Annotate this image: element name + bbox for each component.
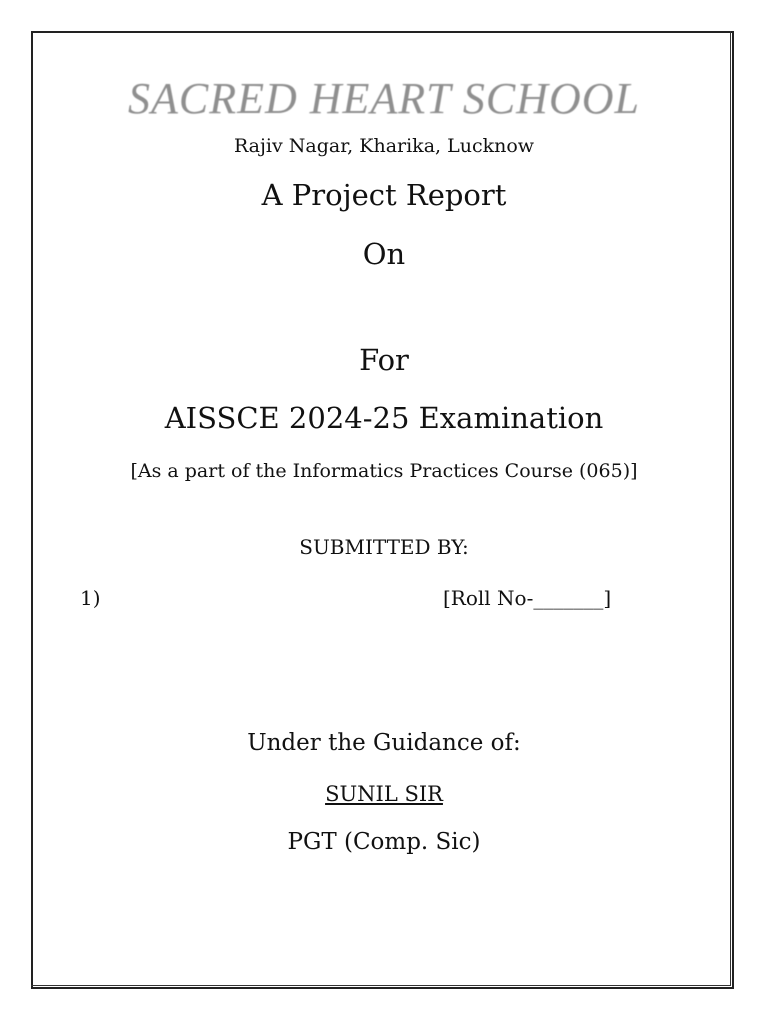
student-number: 1) — [80, 586, 101, 610]
school-name: SACRED HEART SCHOOL — [128, 74, 640, 123]
submitted-by-label: SUBMITTED BY: — [299, 535, 469, 559]
roll-number-field: [Roll No-_______] — [443, 586, 612, 610]
course-note: [As a part of the Informatics Practices Course (065)] — [130, 460, 638, 482]
report-on-label: On — [362, 237, 406, 271]
exam-title: AISSCE 2024-25 Examination — [164, 401, 604, 435]
report-for-label: For — [359, 343, 409, 377]
report-title: A Project Report — [261, 178, 507, 212]
school-address: Rajiv Nagar, Kharika, Lucknow — [233, 135, 535, 157]
guide-name: SUNIL SIR — [325, 782, 443, 806]
student-row — [0, 586, 768, 616]
guidance-label: Under the Guidance of: — [247, 730, 521, 756]
guide-designation: PGT (Comp. Sic) — [287, 829, 481, 855]
